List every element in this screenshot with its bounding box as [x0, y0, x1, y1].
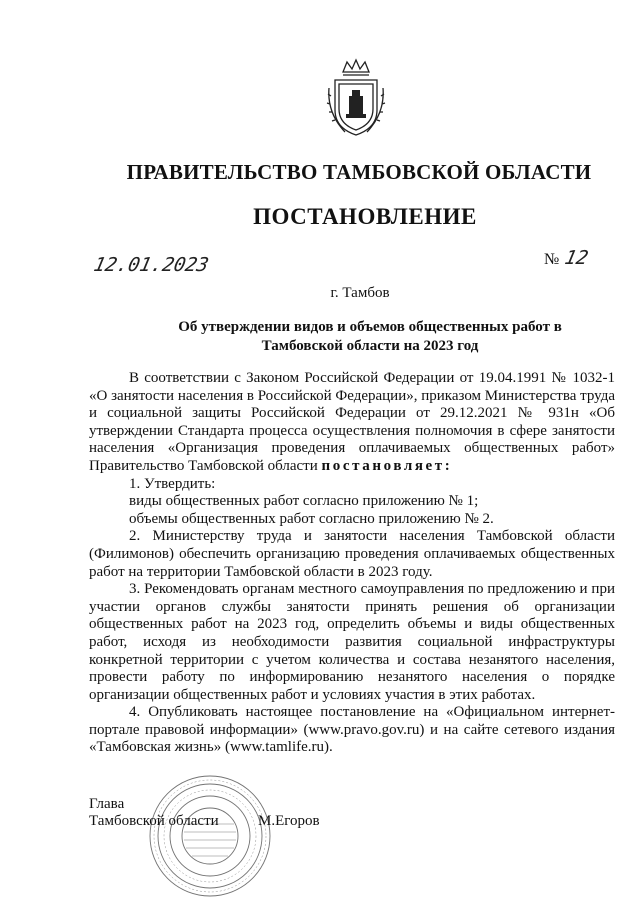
document-number	[544, 247, 591, 269]
preamble-text: В соответствии с Законом Российской Федерации от 19.04.1991 № 1032-1 «О занятости населения в Российской Федерации», приказом Министерства труда и социальной защиты Российской Федерации от 29.12.2021 № 931н «Об утверждении Стандарта процесса осуществления полномочия в сфере занятости населения «Организация проведения оплачиваемых общественных работ» Правительство Тамбовской области	[89, 370, 615, 474]
item-1b: объемы общественных работ согласно приложению № 2.	[129, 510, 494, 527]
resolves-word: постановляет:	[321, 457, 453, 474]
number-prefix: №	[544, 251, 560, 268]
coat-of-arms-emblem	[325, 58, 387, 138]
city: г. Тамбов	[330, 285, 390, 301]
signature-title-line-2: Тамбовской области	[89, 813, 219, 829]
government-title: ПРАВИТЕЛЬСТВО ТАМБОВСКОЙ ОБЛАСТИ	[126, 160, 592, 184]
signatory-name: М.Егоров	[258, 813, 320, 829]
item-2: 2. Министерству труда и занятости населения Тамбовской области (Филимонов) обеспечить организацию проведения оплачиваемых общественных работ на территории Тамбовской области в 2023 году.	[89, 528, 615, 580]
subject-line-2: Тамбовской области на 2023 год	[261, 338, 479, 354]
item-4: 4. Опубликовать настоящее постановление на «Официальном интернет-портале правовой информации» (www.pravo.gov.ru) и на сайте сетевого издания «Тамбовская жизнь» (www.tamlife.ru).	[89, 704, 615, 756]
document-type: ПОСТАНОВЛЕНИЕ	[253, 204, 477, 229]
official-seal-stamp	[148, 774, 272, 898]
item-1a: виды общественных работ согласно приложению № 1;	[129, 493, 479, 510]
number-value: 12	[562, 247, 591, 269]
item-3: 3. Рекомендовать органам местного самоуправления по предложению и при участии органов службы занятости принять решения об организации общественных работ на 2023 год, определить объемы и виды общественных работ, исходя из необходимости развития социальной инфраструктуры конкретной территории с учетом количества и состава незанятого населения, провести работу по информированию незанятого населения о порядке организации общественных работ и условиях участия в этих работах.	[89, 581, 615, 703]
document-body	[89, 370, 615, 757]
preamble-paragraph	[89, 370, 615, 476]
signature-title-line-1: Глава	[89, 796, 125, 812]
document-subject	[140, 318, 600, 356]
subject-line-1: Об утверждении видов и объемов общественных работ в	[178, 319, 562, 335]
signature-title	[89, 796, 219, 830]
item-1: 1. Утвердить:	[129, 475, 216, 492]
document-date: 12.01.2023	[91, 254, 211, 276]
